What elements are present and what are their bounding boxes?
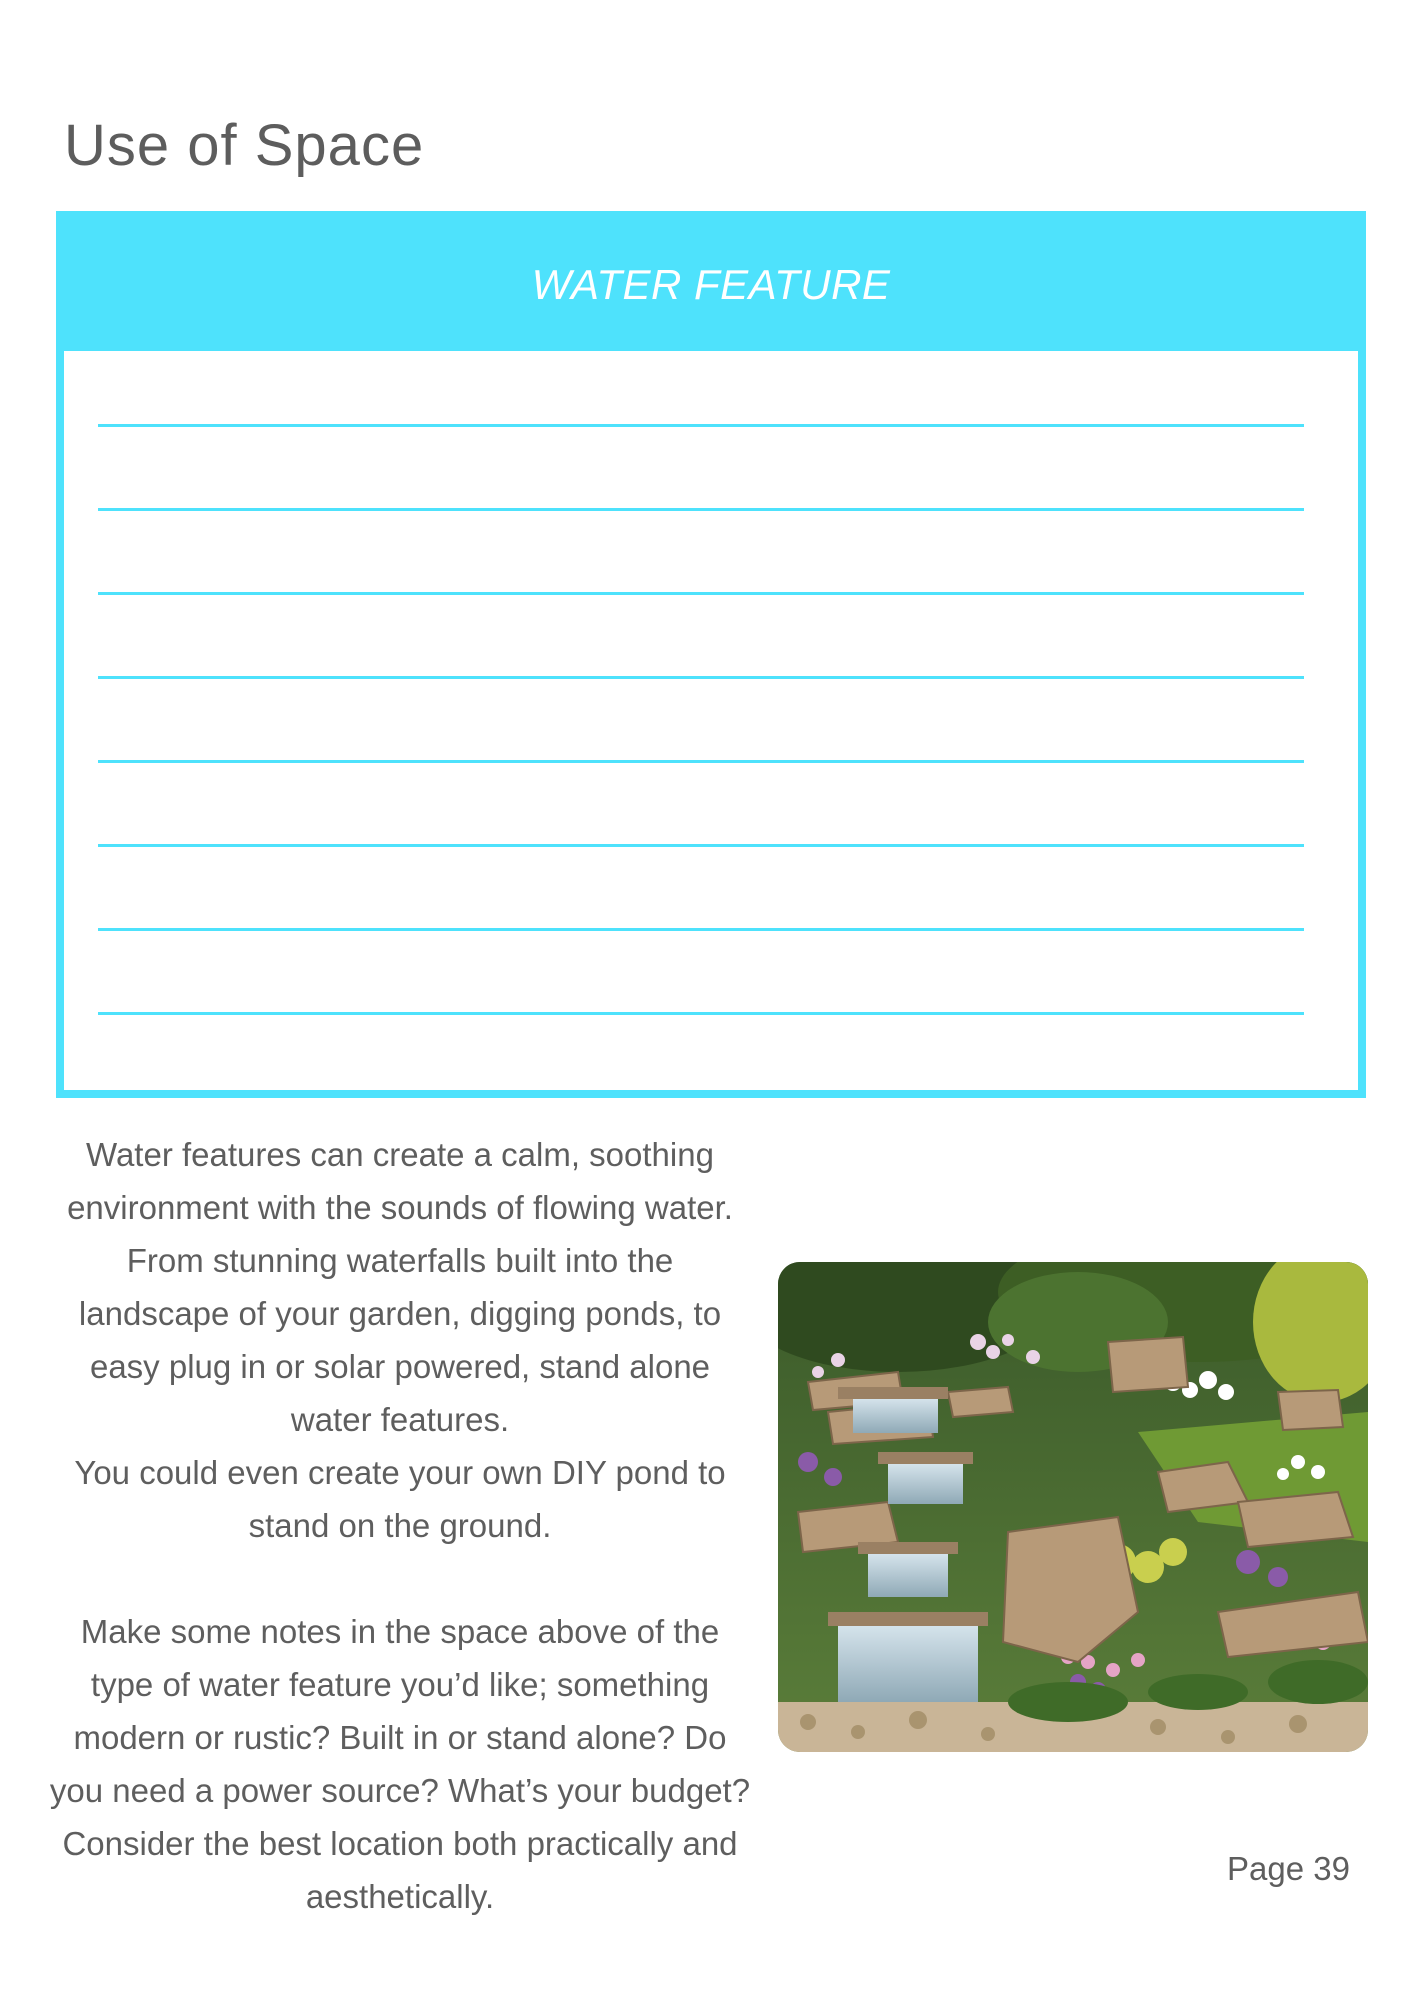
text-line: stand on the ground.	[248, 1507, 552, 1544]
text-line: Make some notes in the space above of the	[80, 1613, 720, 1650]
paragraph-spacer	[40, 1552, 760, 1605]
note-line	[98, 508, 1304, 511]
paragraph-2	[40, 1605, 760, 1923]
notes-heading: WATER FEATURE	[531, 261, 891, 308]
text-line: Water features can create a calm, soothing	[86, 1136, 714, 1173]
note-line	[98, 424, 1304, 427]
page-title: Use of Space	[64, 113, 425, 178]
text-line: environment with the sounds of flowing water.	[67, 1189, 733, 1226]
paragraph-1	[40, 1128, 760, 1552]
text-line: water features.	[290, 1401, 510, 1438]
text-line: type of water feature you’d like; something	[90, 1666, 710, 1703]
text-line: landscape of your garden, digging ponds, to	[78, 1295, 722, 1332]
note-line	[98, 1012, 1304, 1015]
text-line: Consider the best location both practically and	[62, 1825, 738, 1862]
notes-header	[64, 219, 1358, 351]
text-line: modern or rustic? Built in or stand alone? Do	[73, 1719, 727, 1756]
note-line	[98, 676, 1304, 679]
text-line: you need a power source? What’s your budget?	[49, 1772, 751, 1809]
note-line	[98, 844, 1304, 847]
page-number: Page 39	[1227, 1850, 1350, 1887]
text-line: From stunning waterfalls built into the	[126, 1242, 674, 1279]
note-line	[98, 928, 1304, 931]
body-text	[40, 1128, 760, 1923]
text-line: You could even create your own DIY pond to	[74, 1454, 726, 1491]
text-line: easy plug in or solar powered, stand alone	[89, 1348, 711, 1385]
text-line: aesthetically.	[305, 1878, 495, 1915]
garden-waterfall-photo	[778, 1262, 1368, 1752]
notes-box	[56, 211, 1366, 1098]
note-line	[98, 592, 1304, 595]
note-line	[98, 760, 1304, 763]
